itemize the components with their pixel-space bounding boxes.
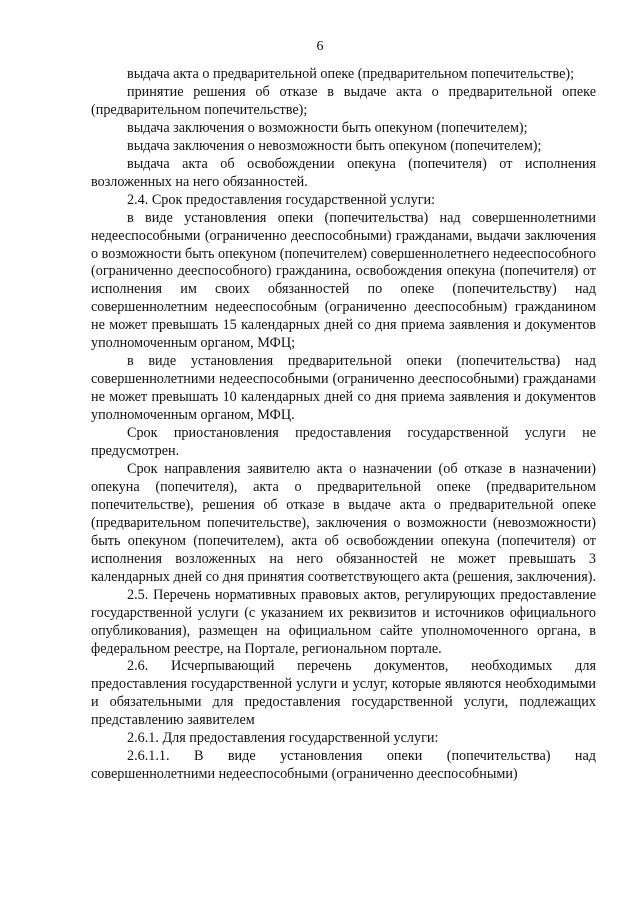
section-paragraph: 2.5. Перечень нормативных правовых актов, регулирующих предоставление государственной услуги (с указанием их реквизитов и источников официального опубликования), размещен на официальном сайте уполномоченного органа, в федеральном реестре, на Портале, региональном портале.	[91, 586, 596, 657]
document-body	[91, 66, 596, 784]
paragraph: выдача заключения о невозможности быть опекуном (попечителем);	[127, 137, 542, 154]
paragraph: выдача акта об освобождении опекуна (попечителя) от исполнения возложенных на него обязанностей.	[91, 155, 596, 190]
subsection-paragraph: 2.6.1.1. В виде установления опеки (попечительства) над совершеннолетними недееспособными (ограниченно дееспособными)	[91, 748, 596, 783]
page-number: 6	[316, 39, 324, 54]
paragraph: выдача заключения о возможности быть опекуном (попечителем);	[127, 119, 528, 136]
paragraph: принятие решения об отказе в выдаче акта о предварительной опеке (предварительном попечительстве);	[91, 83, 596, 118]
paragraph: в виде установления предварительной опеки (попечительства) над совершеннолетними недееспособными (ограниченно дееспособными) гражданами не может превышать 10 календарных дней со дня приема заявления и документов уполномоченным органом, МФЦ.	[91, 353, 596, 424]
paragraph: выдача акта о предварительной опеке (предварительном попечительстве);	[127, 66, 575, 82]
paragraph: в виде установления опеки (попечительства) над совершеннолетними недееспособными (ограниченно дееспособными) гражданами, выдачи заключения о возможности быть опекуном (попечителем) совершеннолетнего недееспособного (ограниченно дееспособного) гражданина, освобождения опекуна (попечителя) от исполнения им своих обязанностей по опеке (попечительству) над совершеннолетним недееспособным (ограниченно дееспособным) гражданином не может превышать 15 календарных дней со дня приема заявления и документов уполномоченным органом, МФЦ;	[91, 209, 596, 352]
paragraph: Срок приостановления предоставления государственной услуги не предусмотрен.	[91, 425, 596, 460]
subsection-heading: 2.6.1. Для предоставления государственной услуги:	[127, 730, 439, 747]
paragraph: Срок направления заявителю акта о назначении (об отказе в назначении) опекуна (попечителя), акта о предварительной опеке (предварительном попечительстве), решения об отказе в выдаче акта о предварительной опеке (предварительном попечительстве), заключения о возможности (невозможности) быть опекуном (попечителем), акта об освобождении опекуна (попечителя) от исполнения возложенных на него обязанностей не может превышать 3 календарных дней со дня принятия соответствующего акта (решения, заключения).	[91, 460, 596, 585]
section-heading: 2.4. Срок предоставления государственной услуги:	[127, 191, 436, 208]
section-paragraph: 2.6. Исчерпывающий перечень документов, необходимых для предоставления государственной услуги и услуг, которые являются необходимыми и обязательными для предоставления государственной услуги, подлежащих представлению заявителем	[91, 658, 596, 729]
